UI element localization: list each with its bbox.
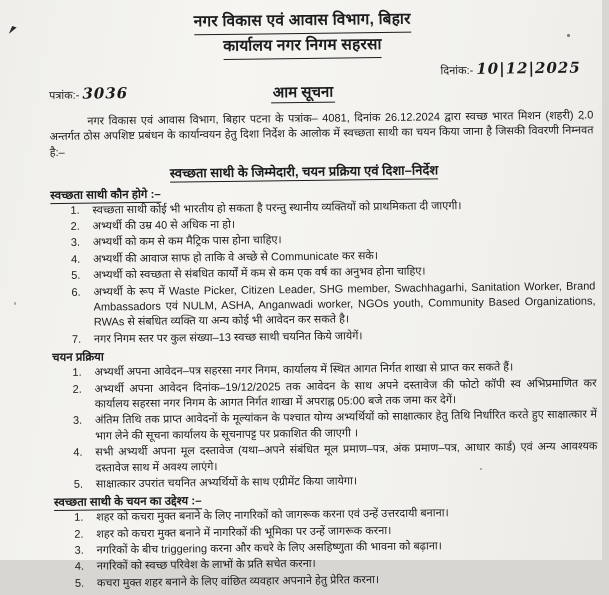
item-number: 3.: [74, 544, 84, 557]
notice-title-text: आम सूचना: [271, 83, 336, 103]
item-number: 2.: [72, 383, 82, 396]
section-process: [14, 344, 600, 494]
intro-paragraph: नगर विकास एवं आवास विभाग, बिहार पटना के पत्रांक– 4081, दिनांक 26.12.2024 द्वारा स्वच्छ भारत मिशन (शहरी) 2.0 अन्तर्गत ठोस अपशिष्ट प्रबंधन के कार्यान्वयन हेतु दिशा निर्देश के आलोक में स्वच्छता साथी का चयन किया जाना है जिसकी विवरणी निम्नवत है:–: [49, 109, 594, 160]
section-eligibility-heading-text: स्वच्छता साथी कौन होगे :–: [50, 188, 161, 202]
item-text: शहर को कचरा मुक्त बनाने के लिए नागरिकों को जागरूक करना एवं उन्हें उत्तरदायी बनाना।: [96, 507, 449, 524]
meta-row: [11, 56, 596, 113]
item-text: अभ्यर्थी अपना आवेदन दिनांक–19/12/2025 तक आवेदन के साथ अपने दस्तावेज की फोटो कॉपी स्व अभिप्रमाणित कर कार्यालय सहरसा नगर निगम के आगत निर्गत शाखा में अपराह्न 05:00 बजे तक जमा कर देगें।: [94, 376, 597, 411]
item-text: अंतिम तिथि तक प्राप्त आवेदनों के मूल्यांकन के पश्चात योग्य अभ्यर्थियों को साक्षात्कार हेतु तिथि निर्धारित करते हुए साक्षात्कार में भाग लेने की सूचना कार्यालय के सूचनापट्ट पर प्रकाशित की जाएगी ।: [94, 408, 598, 443]
item-text: अभ्यर्थी को स्वच्छता से संबधित कार्यों में कम से कम एक वर्ष का अनुभव होना चाहिए।: [93, 265, 426, 282]
item-number: 1.: [74, 512, 84, 525]
item-number: 7.: [71, 333, 82, 346]
item-number: 4.: [74, 561, 85, 574]
process-list: [14, 360, 600, 494]
item-number: 4.: [70, 253, 81, 266]
item-number: 6.: [71, 286, 81, 299]
item-text: अभ्यर्थी की आवाज साफ हो ताकि वे अच्छे से Communicate कर सके।: [92, 249, 379, 266]
item-text: सभी अभ्यर्थी अपना मूल दस्तावेज (यथा–अपने संबंधित मूल प्रमाण–पत्र, अंक प्रमाण–पत्र, आधार कार्ड) एवं अन्य आवश्यक दस्तावेज साथ में अवश्य लाएंगे।: [95, 440, 598, 475]
notice-title: [11, 78, 595, 105]
item-number: 5.: [71, 269, 81, 283]
item-number: 2.: [74, 528, 84, 541]
item-text: अभ्यर्थी की उम्र 40 से अधिक ना हो।: [92, 218, 236, 233]
item-text: अभ्यर्थी अपना आवेदन–पत्र सहरसा नगर निगम, कार्यालय में स्थित आगत निर्गत शाखा से प्राप्त कर सकते हैं।: [94, 361, 514, 379]
item-text: अभ्यर्थी के रूप में Waste Picker, Citizen Leader, SHG member, Swachhagarhi, Sanitation Worker, Brand Ambassadors एवं NULM, ASHA, Anganwadi worker, NGOs youth, Community Based Organizations, RWAs से संबधित व्यक्ति या अन्य कोई भी आवेदन कर सकते है।: [93, 280, 596, 329]
item-number: 4.: [73, 446, 83, 459]
item-text: कचरा मुक्त शहर बनाने के लिए वांछित व्यवहार अपनाने हेतु प्रेरित करना।: [96, 573, 380, 590]
office-title: कार्यालय नगर निगम सहरसा: [223, 35, 382, 60]
item-text: साक्षात्कार उपरांत चयनित अभ्यर्थियों के साथ एग्रीमेंट किया जायेगा।: [95, 475, 358, 491]
document-content: [0, 6, 609, 595]
item-text: नगरिकों के बीच triggering करना और कचरे के लिए असहिष्णुता की भावना को बढ़ाना।: [96, 540, 442, 557]
list-item: [71, 279, 598, 332]
list-item: [73, 408, 599, 445]
letter-number-value-handwritten: 3036: [82, 83, 129, 103]
item-number: 5.: [74, 577, 85, 590]
eligibility-list: [12, 197, 598, 349]
list-item: [73, 440, 599, 477]
main-heading: [12, 158, 596, 184]
section-objectives-heading-text: स्वच्छता साथी के चयन का उद्देश्य :–: [53, 495, 202, 510]
section-process-heading-text: चयन प्रक्रिया: [52, 351, 104, 365]
date-value-handwritten: 10|12|2025: [476, 58, 581, 78]
item-text: शहर को कचरा मुक्त बनाने में नागरिकों की भूमिका पर उन्हें जागरूक करना।: [96, 524, 392, 541]
item-number: 5.: [73, 478, 84, 491]
item-text: अभ्यर्थी को कम से कम मैट्रिक पास होना चाहिए।: [92, 234, 282, 250]
item-number: 1.: [70, 204, 80, 217]
item-number: 2.: [70, 220, 80, 233]
objectives-list: [16, 505, 601, 593]
list-item: [73, 376, 599, 413]
section-objectives: [16, 489, 601, 593]
department-title: नगर विकास एवं आवास विभाग, बिहार: [194, 10, 411, 36]
section-eligibility: [12, 181, 598, 349]
item-number: 1.: [72, 366, 82, 380]
item-number: 3.: [70, 237, 81, 250]
date-label: दिनांक:-: [440, 64, 474, 78]
item-text: नगरिकों को स्वच्छ परिवेश के लाभों के प्रति सचेत करना।: [96, 558, 316, 574]
main-heading-text: स्वच्छता साथी के जिम्मेदारी, चयन प्रक्रिया एवं दिशा–निर्देश: [169, 162, 439, 181]
item-text: स्वच्छता साथी कोई भी भारतीय हो सकता है परन्तु स्थानीय व्यक्तियों को प्राथमिकता दी जाएगी।: [92, 199, 462, 217]
item-number: 3.: [72, 415, 83, 428]
letterhead: [10, 6, 595, 63]
date-line: [440, 58, 581, 78]
letter-number-label: पत्रांक:-: [48, 89, 80, 102]
item-text: नगर निगम स्तर पर कुल संख्या–13 स्वच्छ साथी चयनित किये जायेगें।: [93, 330, 363, 346]
